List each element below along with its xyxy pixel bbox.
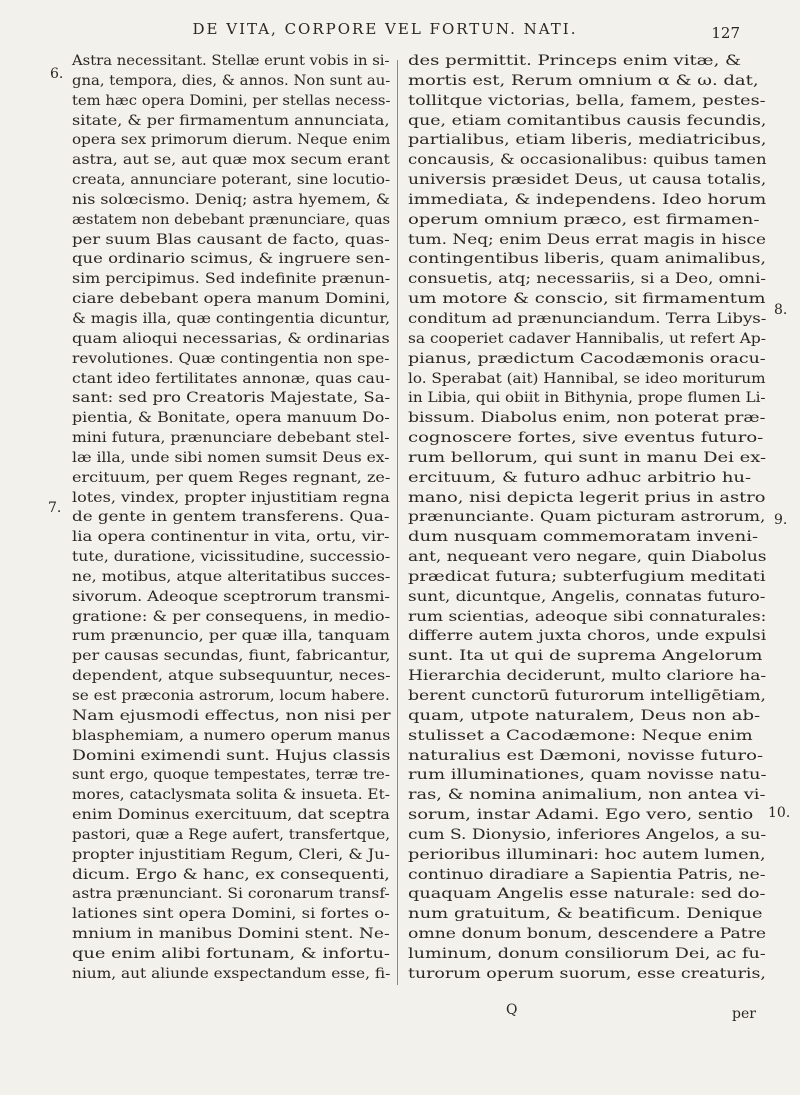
left-column-line: sitate, & per firmamentum annunciata, (72, 112, 390, 129)
right-column-line: in Libia, qui obiit in Bithynia, prope flumen Li- (408, 390, 766, 407)
left-column-line: propter injustitiam Regum, Cleri, & Ju- (72, 846, 390, 863)
right-column-line: omne donum bonum, descendere a Patre (408, 926, 767, 943)
right-column-line: tollitque victorias, bella, famem, pestes- (408, 92, 766, 109)
margin-number-9: 9. (774, 512, 788, 528)
signature-mark: Q (506, 1002, 518, 1018)
left-column-line: astra, aut se, aut quæ mox secum erant (72, 152, 390, 169)
left-column-line: blasphemiam, a numero operum manus (72, 727, 391, 744)
right-column-line: sa cooperiet cadaver Hannibalis, ut refert Ap- (408, 330, 766, 347)
right-column-line: luminum, donum consiliorum Dei, ac fu- (408, 945, 766, 962)
left-column-line: nium, aut aliunde exspectandum esse, fi- (72, 965, 391, 982)
right-column-line: rum illuminationes, quam novisse natu- (408, 767, 767, 784)
left-column-line: dependent, atque subsequuntur, neces- (72, 668, 391, 685)
right-column-line: contingentibus liberis, quam animalibus, (408, 251, 767, 268)
left-column-line: læ illa, unde sibi nomen sumsit Deus ex- (72, 449, 390, 466)
right-column-line: ant, nequeant vero negare, quin Diabolus (408, 549, 767, 566)
left-column-line: Astra necessitant. Stellæ erunt vobis in si- (72, 53, 390, 69)
left-column-line: ciare debebant opera manum Domini, (72, 291, 391, 308)
right-column-line: prædicat futura; subterfugium meditati (408, 568, 766, 585)
right-column-line: concausis, & occasionalibus: quibus tamen (408, 152, 767, 169)
right-column-line: bissum. Diabolus enim, non poterat præ- (408, 410, 766, 427)
left-column-line: dicum. Ergo & hanc, ex consequenti, (72, 866, 390, 883)
left-column-line: per suum Blas causant de facto, quas- (72, 231, 390, 248)
right-column-line: continuo diradiare a Sapientia Patris, ne- (408, 866, 766, 883)
left-column-line: revolutiones. Quæ contingentia non spe- (72, 350, 390, 367)
left-column-line: lationes sint opera Domini, si fortes o- (72, 906, 390, 923)
margin-number-8: 8. (774, 302, 788, 318)
left-column-line: per causas secundas, fiunt, fabricantur, (72, 648, 391, 665)
left-column-line: tem hæc opera Domini, per stellas necess- (72, 92, 391, 109)
right-column-line: stulisset a Cacodæmone: Neque enim (408, 727, 753, 744)
right-column-line: des permittit. Princeps enim vitæ, & (408, 53, 742, 69)
left-column-line: æstatem non debebant prænunciare, quas (72, 211, 391, 228)
right-column-line: operum omnium præco, est firmamen- (408, 211, 760, 228)
left-column-line: ercituum, per quem Reges regnant, ze- (72, 469, 391, 486)
left-column-line: sivorum. Adeoque sceptrorum transmi- (72, 588, 390, 605)
right-column-line: um motore & conscio, sit firmamentum (408, 291, 766, 308)
right-column-line: ras, & nomina animalium, non antea vi- (408, 787, 766, 804)
catchword: per (732, 1006, 756, 1022)
right-column-line: sorum, instar Adami. Ego vero, sentio (408, 807, 754, 824)
left-column-line: de gente in gentem transferens. Qua- (72, 509, 390, 526)
page-header (100, 20, 740, 50)
left-column-line: astra prænunciant. Si coronarum transf- (72, 886, 390, 903)
right-column (408, 52, 768, 985)
right-column-line: rum bellorum, qui sunt in manu Dei ex- (408, 449, 767, 466)
right-column-line: lo. Sperabat (ait) Hannibal, se ideo moriturum (408, 370, 766, 387)
right-column-line: rum scientias, adeoque sibi connaturales: (408, 608, 767, 625)
left-column (72, 52, 390, 985)
right-column-line: sunt, dicuntque, Angelis, connatas futuro- (408, 588, 766, 605)
right-column-line: naturalius est Dæmoni, novisse futuro- (408, 747, 764, 764)
right-column-line: cognoscere fortes, sive eventus futuro- (408, 430, 764, 447)
left-column-line: enim Dominus exercituum, dat sceptra (72, 807, 390, 824)
right-column-line: quaquam Angelis esse naturale: sed do- (408, 886, 766, 903)
margin-number-6: 6. (50, 66, 64, 82)
right-column-line: pianus, prædictum Cacodæmonis oracu- (408, 350, 766, 367)
left-column-line: gratione: & per consequens, in medio- (72, 608, 391, 625)
right-column-line: universis præsidet Deus, ut causa totalis, (408, 172, 767, 189)
left-column-line: tute, duratione, vicissitudine, successio- (72, 549, 391, 566)
right-column-line: mortis est, Rerum omnium α & ω. dat, (408, 72, 759, 89)
right-column-line: mano, nisi depicta legerit prius in astro (408, 489, 766, 506)
right-column-line: dum nusquam commemoratam inveni- (408, 529, 759, 546)
left-column-line: gna, tempora, dies, & annos. Non sunt au- (72, 72, 391, 89)
right-column-line: consuetis, atq; necessariis, si a Deo, omni- (408, 271, 767, 288)
right-column-line: Hierarchia deciderunt, multo clariore ha- (408, 668, 767, 685)
right-column-line: immediata, & independens. Ideo horum (408, 191, 767, 208)
left-column-line: se est præconia astrorum, locum habere. (72, 688, 390, 704)
left-column-line: creata, annunciare poterant, sine locutio- (72, 172, 391, 189)
left-column-line: pastori, quæ a Rege aufert, transfertque, (72, 826, 391, 843)
right-column-line: partialibus, etiam liberis, mediatricibus, (408, 132, 767, 149)
left-column-line: nis solœcismo. Deniq; astra hyemem, & (72, 191, 390, 208)
margin-number-7: 7. (48, 500, 62, 516)
right-column-line: quam, utpote naturalem, Deus non ab- (408, 707, 761, 724)
left-column-line: sim percipimus. Sed indefinite prænun- (72, 271, 391, 288)
left-column-line: opera sex primorum dierum. Neque enim (72, 132, 391, 149)
page-number: 127 (711, 24, 740, 42)
left-column-line: Nam ejusmodi effectus, non nisi per (72, 707, 391, 724)
right-column-line: que, etiam comitantibus causis fecundis, (408, 112, 767, 129)
left-column-line: lia opera continentur in vita, ortu, vir- (72, 529, 390, 546)
right-column-line: turorum operum suorum, esse creaturis, (408, 965, 766, 982)
right-column-line: prænunciante. Quam picturam astrorum, (408, 509, 766, 526)
left-column-line: lotes, vindex, propter injustitiam regna (72, 489, 390, 506)
left-column-line: sunt ergo, quoque tempestates, terræ tre- (72, 767, 390, 784)
right-column-line: berent cunctorū futurorum intelligētiam, (408, 688, 767, 704)
left-column-line: mini futura, prænunciare debebant stel- (72, 430, 390, 447)
left-column-line: pientia, & Bonitate, opera manuum Do- (72, 410, 390, 427)
right-column-line: sunt. Ita ut qui de suprema Angelorum (408, 648, 763, 665)
right-column-line: cum S. Dionysio, inferiores Angelos, a su- (408, 826, 767, 843)
left-column-line: que ordinario scimus, & ingruere sen- (72, 251, 391, 268)
right-column-line: perioribus illuminari: hoc autem lumen, (408, 846, 766, 863)
left-column-line: rum prænuncio, per quæ illa, tanquam (72, 628, 390, 645)
left-column-line: quam alioqui necessarias, & ordinarias (72, 330, 390, 347)
margin-number-10: 10. (768, 805, 791, 821)
right-column-line: ercituum, & futuro adhuc arbitrio hu- (408, 469, 752, 486)
left-column-line: mnium in manibus Domini stent. Ne- (72, 926, 390, 943)
left-column-line: ne, motibus, atque alteritatibus succes- (72, 568, 391, 585)
right-column-line: differre autem juxta choros, unde expulsi (408, 628, 767, 645)
running-title: DE VITA, CORPORE VEL FORTUN. NATI. (192, 20, 578, 38)
left-column-line: ctant ideo fertilitates annonæ, quas cau- (72, 370, 391, 387)
left-column-line: & magis illa, quæ contingentia dicuntur, (72, 310, 391, 327)
left-column-line: Domini eximendi sunt. Hujus classis (72, 747, 391, 764)
right-column-line: num gratuitum, & beatificum. Denique (408, 906, 763, 923)
left-column-line: que enim alibi fortunam, & infortu- (72, 945, 390, 962)
right-column-line: conditum ad prænunciandum. Terra Libys- (408, 310, 767, 327)
left-column-line: mores, cataclysmata solita & insueta. Et- (72, 787, 390, 804)
right-column-line: tum. Neq; enim Deus errat magis in hisce (408, 231, 766, 248)
left-column-line: sant: sed pro Creatoris Majestate, Sa- (72, 390, 391, 407)
